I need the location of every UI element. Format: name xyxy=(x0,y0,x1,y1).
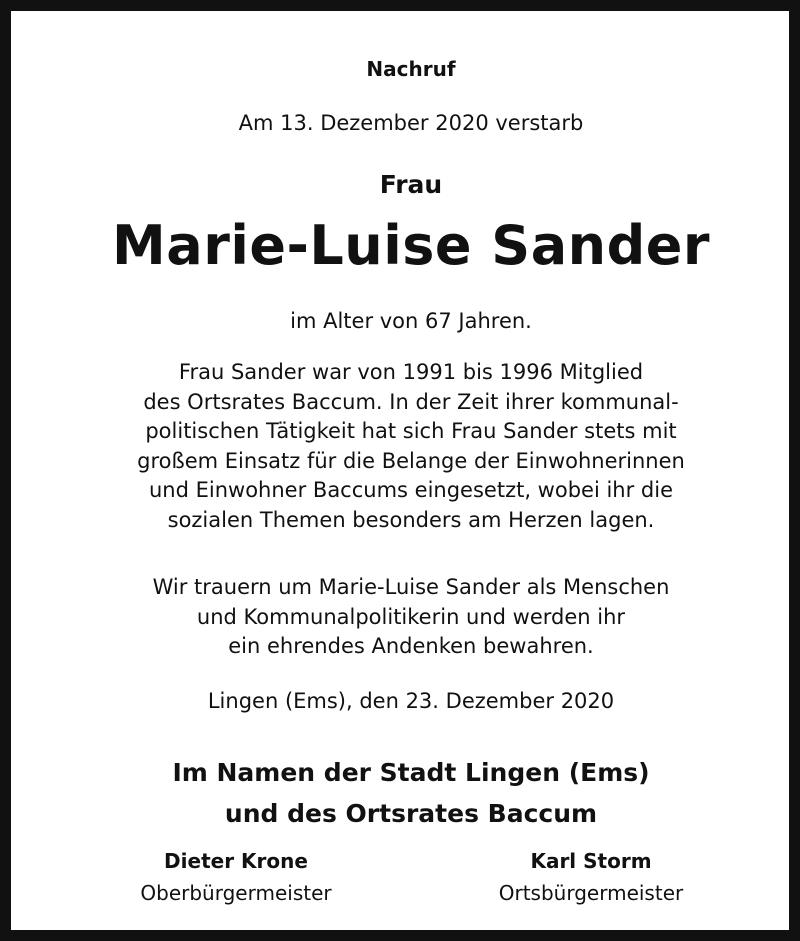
mourning-paragraph xyxy=(11,573,800,662)
signer-role: Ortsbürgermeister xyxy=(498,881,684,905)
signature-heading xyxy=(11,752,800,834)
deceased-name: Marie-Luise Sander xyxy=(112,214,710,277)
signature-heading-line: Im Namen der Stadt Lingen (Ems) xyxy=(172,758,650,787)
biography-line: des Ortsrates Baccum. In der Zeit ihrer kommunal- xyxy=(143,389,679,414)
signer-local-mayor xyxy=(441,845,741,909)
biography-line: sozialen Themen besonders am Herzen lagen. xyxy=(167,507,655,532)
biography-line: politischen Tätigkeit hat sich Frau Sander stets mit xyxy=(145,419,677,443)
signer-name: Dieter Krone xyxy=(164,849,308,873)
mourning-line: Wir trauern um Marie-Luise Sander als Menschen xyxy=(152,575,670,599)
death-date-line: Am 13. Dezember 2020 verstarb xyxy=(238,111,584,135)
signature-heading-line: und des Ortsrates Baccum xyxy=(224,799,598,828)
biography-line: großem Einsatz für die Belange der Einwohnerinnen xyxy=(137,448,685,473)
mourning-line: ein ehrendes Andenken bewahren. xyxy=(228,634,594,658)
signer-name: Karl Storm xyxy=(530,849,652,873)
age-line: im Alter von 67 Jahren. xyxy=(290,309,532,333)
biography-paragraph xyxy=(11,358,800,535)
notice-heading: Nachruf xyxy=(366,57,456,81)
biography-line: und Einwohner Baccums eingesetzt, wobei ihr die xyxy=(149,478,673,502)
mourning-line: und Kommunalpolitikerin und werden ihr xyxy=(196,604,626,629)
signer-mayor xyxy=(91,845,381,909)
place-and-date: Lingen (Ems), den 23. Dezember 2020 xyxy=(207,689,615,713)
biography-line: Frau Sander war von 1991 bis 1996 Mitglied xyxy=(178,360,644,384)
salutation: Frau xyxy=(379,170,443,199)
signer-role: Oberbürgermeister xyxy=(140,881,332,905)
